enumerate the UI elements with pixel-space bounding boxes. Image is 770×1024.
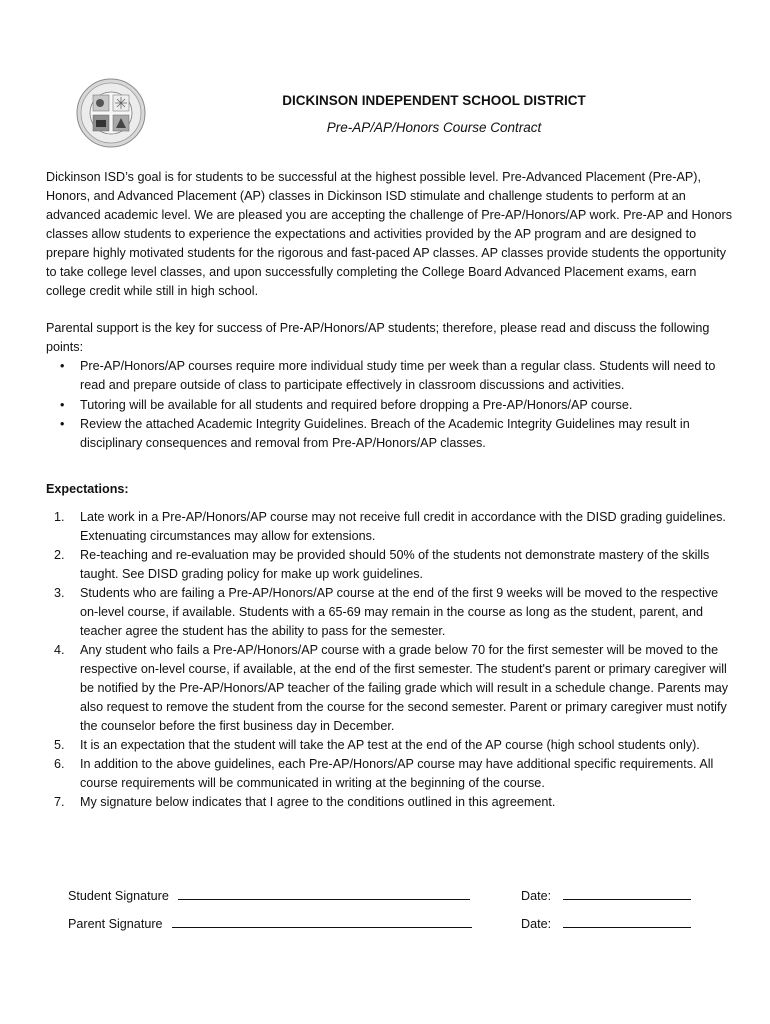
list-item: • Pre-AP/Honors/AP courses require more individual study time per week than a regular class. Students will need to read and prepare outside of class to participate effectively in classroom discussions and activities. — [46, 357, 736, 396]
student-date-row — [521, 887, 691, 903]
student-signature-line[interactable] — [178, 887, 470, 900]
expectations-list — [46, 508, 730, 812]
list-item — [46, 641, 730, 736]
parental-support-paragraph: Parental support is the key for success of Pre-AP/Honors/AP students; therefore, please read and discuss the following points: — [46, 321, 710, 354]
list-item — [46, 508, 730, 546]
item-number: 4. — [54, 643, 65, 657]
list-item — [46, 736, 730, 755]
list-item — [46, 793, 730, 812]
parent-date-label: Date: — [521, 917, 552, 931]
parent-date-row — [521, 915, 691, 931]
list-item: • Tutoring will be available for all students and required before dropping a Pre-AP/Honors/AP course. — [46, 396, 736, 415]
item-number: 3. — [54, 586, 65, 600]
item-number: 1. — [54, 510, 65, 524]
item-number: 2. — [54, 548, 65, 562]
student-date-label: Date: — [521, 889, 552, 903]
item-text: Any student who fails a Pre-AP/Honors/AP course with a grade below 70 for the first semester will be moved to the respective on-level course, if available, at the end of the first semester. The student's parent or primary caregiver will be notified by the Pre-AP/Honors/AP teacher of the failing grade which will result in a schedule change. Parents may also request to remove the student from the course for the second semester. Parent or primary caregiver must notify the counselor before the first business day in December. — [80, 643, 729, 733]
item-number: 5. — [54, 738, 65, 752]
item-text: My signature below indicates that I agree to the conditions outlined in this agreement. — [80, 795, 556, 809]
parent-date-line[interactable] — [563, 915, 691, 928]
student-signature-label: Student Signature — [68, 889, 169, 903]
item-text: Late work in a Pre-AP/Honors/AP course may not receive full credit in accordance with the DISD grading guidelines. Extenuating circumstances may allow for extensions. — [80, 510, 726, 543]
student-date-line[interactable] — [563, 887, 691, 900]
contract-subtitle: Pre-AP/AP/Honors Course Contract — [326, 120, 542, 135]
parental-points-list — [46, 357, 736, 453]
item-text: In addition to the above guidelines, each Pre-AP/Honors/AP course may have additional specific requirements. All course requirements will be communicated in writing at the beginning of the course. — [80, 757, 714, 790]
parent-signature-label: Parent Signature — [68, 917, 163, 931]
district-title: DICKINSON INDEPENDENT SCHOOL DISTRICT — [282, 93, 586, 108]
item-number: 7. — [54, 795, 65, 809]
list-item: • Review the attached Academic Integrity Guidelines. Breach of the Academic Integrity Guidelines may result in disciplinary consequences and removal from Pre-AP/Honors/AP classes. — [46, 415, 736, 454]
list-item — [46, 755, 730, 793]
intro-paragraph: Dickinson ISD’s goal is for students to be successful at the highest possible level. Pre-Advanced Placement (Pre-AP), Honors, and Advanced Placement (AP) classes in Dickinson ISD stimulate and challenge students to perform at an advanced academic level. We are pleased you are accepting the challenge of Pre-AP/Honors/AP work. Pre-AP and Honors classes allow students to experience the expectations and activities provided by the AP program and are designed to prepare highly motivated students for the rigorous and fast-paced AP classes. AP classes provide students the opportunity to take college level classes, and upon successfully completing the College Board Advanced Placement exams, earn college credit while still in high school. — [46, 170, 733, 298]
parent-signature-row — [68, 915, 472, 931]
item-text: Students who are failing a Pre-AP/Honors/AP course at the end of the first 9 weeks will be moved to the respective on-level course, if available. Students with a 65-69 may remain in the course as long as the student, parent, and teacher agree the student has the ability to pass for the semester. — [80, 586, 719, 638]
district-seal-logo — [76, 78, 146, 148]
list-item — [46, 584, 730, 641]
item-text: Re-teaching and re-evaluation may be provided should 50% of the students not demonstrate mastery of the skills taught. See DISD grading policy for make up work guidelines. — [80, 548, 710, 581]
item-number: 6. — [54, 757, 65, 771]
student-signature-row — [68, 887, 470, 903]
item-text: It is an expectation that the student will take the AP test at the end of the AP course (high school students only). — [80, 738, 700, 752]
expectations-heading: Expectations: — [46, 482, 129, 496]
list-item — [46, 546, 730, 584]
parent-signature-line[interactable] — [172, 915, 472, 928]
